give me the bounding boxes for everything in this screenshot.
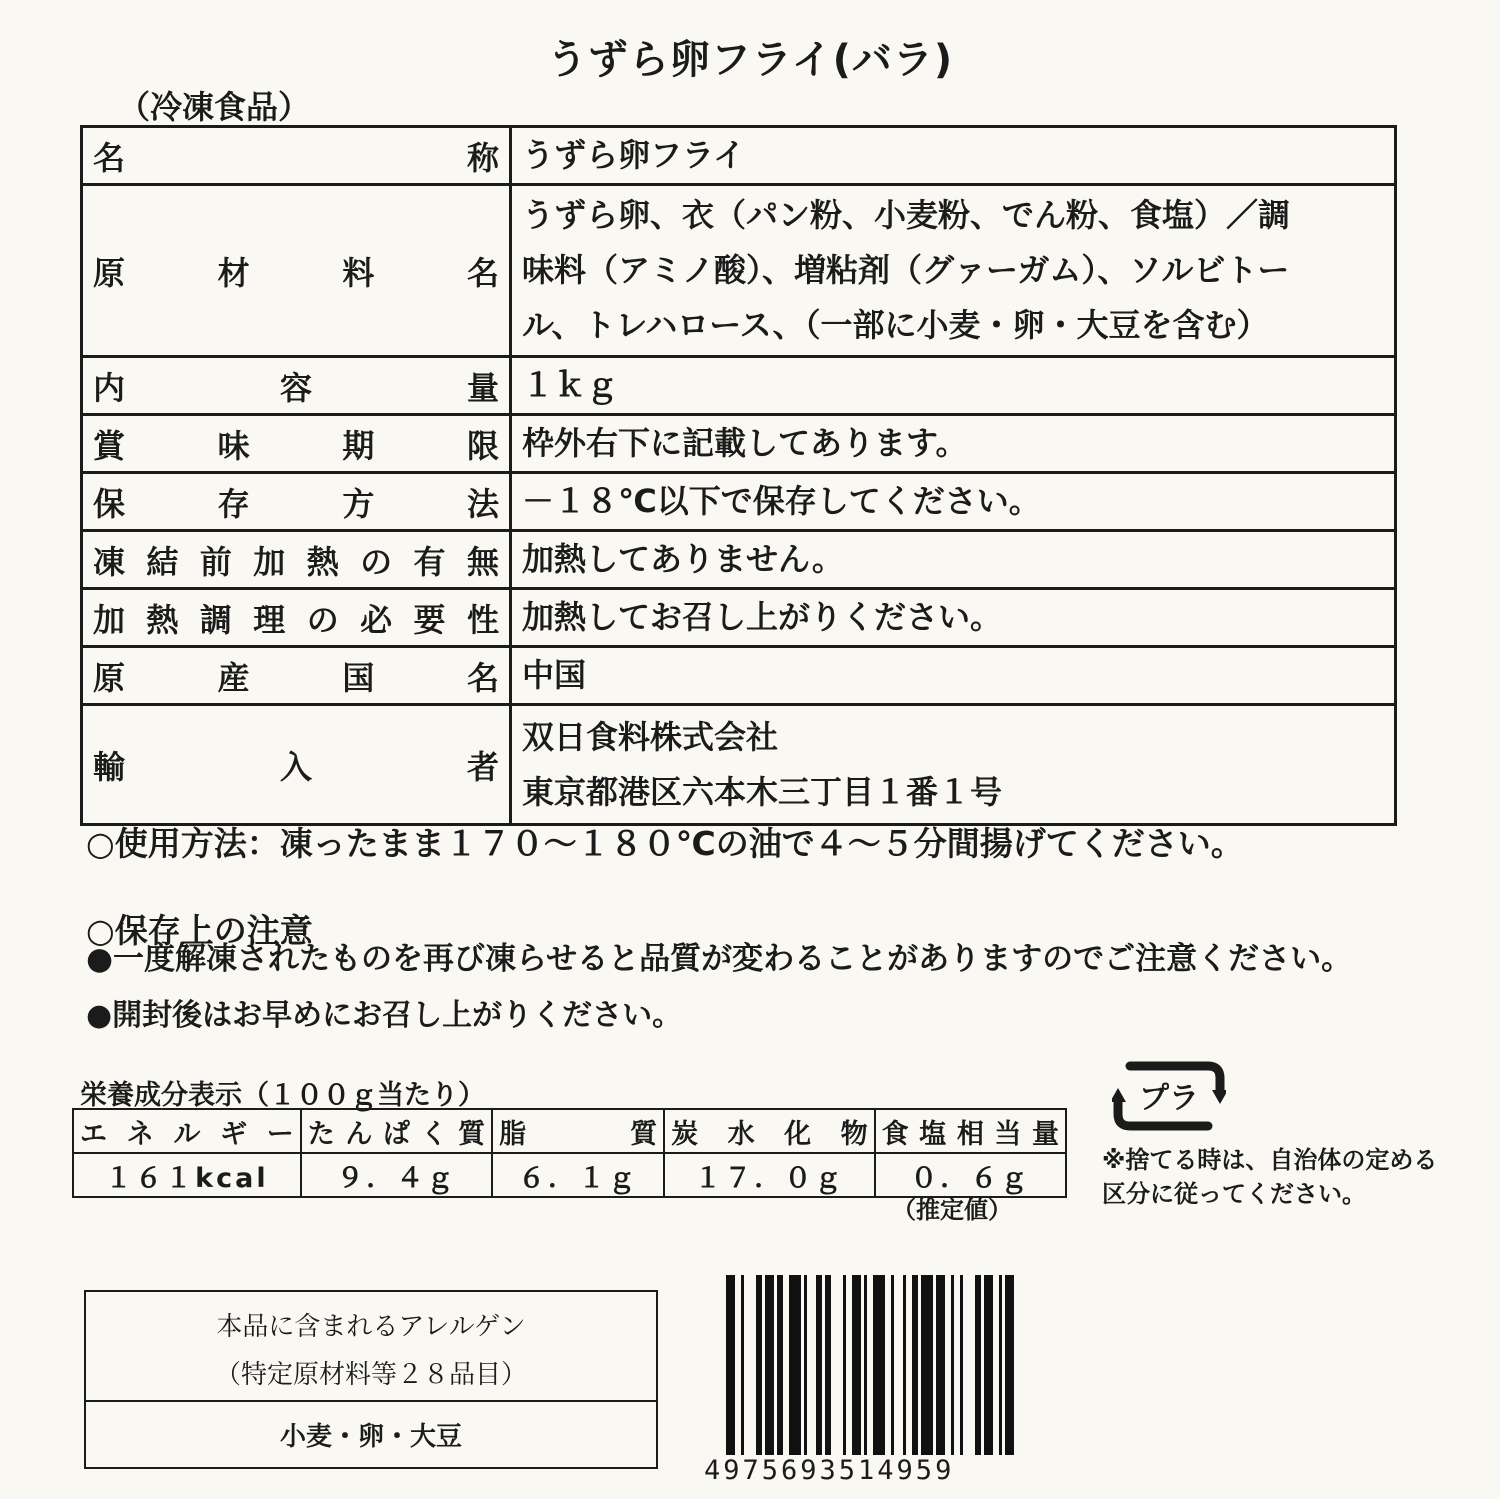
barcode-bar: [726, 1275, 735, 1455]
product-label-table: [80, 125, 1397, 826]
barcode-bar: [873, 1275, 885, 1455]
nutrition-header: 脂質: [492, 1109, 664, 1153]
label-row-quantity: [82, 357, 1396, 415]
ingredients-line: うずら卵、衣（パン粉、小麦粉、でん粉、食塩）／調: [522, 196, 1291, 234]
recycle-note: ※捨てる時は、自治体の定める区分に従ってください。: [1102, 1146, 1438, 1208]
storage-note: ●一度解凍されたものを再び凍らせると品質が変わることがありますのでご注意ください。: [86, 941, 1353, 977]
barcode-bar: [765, 1275, 774, 1455]
nutrition-header: たんぱく質: [301, 1109, 492, 1153]
nutrition-header-row: [73, 1109, 1066, 1153]
recycle-mark-text: プラ: [1139, 1081, 1199, 1116]
label-value: [511, 185, 1396, 357]
nutrition-header: エネルギー: [73, 1109, 301, 1153]
label-key: 賞味期限: [82, 415, 511, 473]
barcode-bar: [852, 1275, 861, 1455]
barcode-bar: [960, 1275, 963, 1455]
barcode-bar: [891, 1275, 894, 1455]
allergen-divider: [86, 1400, 656, 1402]
label-row-cooking-required: [82, 589, 1396, 647]
barcode-bar: [756, 1275, 762, 1455]
nutrition-value: １６１kcal: [73, 1153, 301, 1197]
allergen-heading: 本品に含まれるアレルゲン: [216, 1312, 526, 1342]
barcode-bar: [1005, 1275, 1014, 1455]
barcode-bar: [864, 1275, 867, 1455]
frozen-food-label: （冷凍食品）: [118, 88, 311, 126]
product-title: うずら卵フライ(バラ): [546, 37, 954, 83]
nutrition-value: ０．６ｇ: [875, 1153, 1066, 1197]
label-key: 加熱調理の必要性: [82, 589, 511, 647]
nutrition-header: 食塩相当量: [875, 1109, 1066, 1153]
barcode-bar: [903, 1275, 906, 1455]
barcode-bar: [843, 1275, 846, 1455]
label-row-name: [82, 127, 1396, 185]
barcode-bar: [804, 1275, 807, 1455]
label-key: 輸入者: [82, 705, 511, 825]
barcode-bar: [816, 1275, 822, 1455]
label-row-origin: [82, 647, 1396, 705]
ingredients-line: 味料（アミノ酸）、増粘剤（グァーガム）、ソルビトー: [522, 251, 1290, 289]
label-row-importer: [82, 705, 1396, 825]
label-row-ingredients: [82, 185, 1396, 357]
label-value: うずら卵フライ: [511, 127, 1396, 185]
barcode-bar: [936, 1275, 945, 1455]
importer-name: 双日食料株式会社: [522, 717, 779, 756]
label-row-preheated: [82, 531, 1396, 589]
allergen-items: 小麦・卵・大豆: [279, 1422, 462, 1452]
barcode-bar: [984, 1275, 993, 1455]
label-row-storage: [82, 473, 1396, 531]
barcode-bar: [789, 1275, 801, 1455]
barcode-bar: [741, 1275, 744, 1455]
label-value: １ｋｇ: [511, 357, 1396, 415]
nutrition-title: 栄養成分表示（１００ｇ当たり）: [80, 1080, 485, 1111]
plastic-recycle-icon: [1112, 1060, 1226, 1132]
importer-address: 東京都港区六本木三丁目１番１号: [522, 772, 1003, 811]
estimate-note: （推定値）: [892, 1196, 1012, 1224]
label-key: 名称: [82, 127, 511, 185]
storage-notes-heading: ○保存上の注意: [86, 911, 313, 950]
label-value: 加熱してありません。: [511, 531, 1396, 589]
label-value: 枠外右下に記載してあります。: [511, 415, 1396, 473]
barcode-bar: [912, 1275, 918, 1455]
nutrition-value: ９．４ｇ: [301, 1153, 492, 1197]
label-key: 凍結前加熱の有無: [82, 531, 511, 589]
label-key: 原産国名: [82, 647, 511, 705]
label-key: 保存方法: [82, 473, 511, 531]
nutrition-value: １７．０ｇ: [664, 1153, 875, 1197]
barcode-bar: [999, 1275, 1002, 1455]
allergen-subheading: （特定原材料等２８品目）: [214, 1360, 527, 1390]
label-key: 原材料名: [82, 185, 511, 357]
barcode-bar: [951, 1275, 954, 1455]
ingredients-line: ル、トレハロース、（一部に小麦・卵・大豆を含む）: [522, 306, 1269, 344]
storage-note: ●開封後はお早めにお召し上がりください。: [86, 998, 683, 1033]
label-value: [511, 705, 1396, 825]
nutrition-header: 炭水化物: [664, 1109, 875, 1153]
usage-instructions: ○使用方法：凍ったまま１７０～１８０℃の油で４～５分間揚げてください。: [86, 824, 1244, 863]
label-value: －１８℃以下で保存してください。: [511, 473, 1396, 531]
label-key: 内容量: [82, 357, 511, 415]
barcode-number: 4975693514959: [704, 1455, 955, 1486]
barcode: [722, 1275, 1047, 1463]
barcode-bar: [921, 1275, 933, 1455]
allergen-box: [84, 1290, 658, 1469]
barcode-bar: [825, 1275, 831, 1455]
barcode-bar: [975, 1275, 981, 1455]
barcode-bar: [777, 1275, 783, 1455]
nutrition-table: [72, 1108, 1067, 1198]
label-value: 加熱してお召し上がりください。: [511, 589, 1396, 647]
label-value: 中国: [511, 647, 1396, 705]
nutrition-value: ６．１ｇ: [492, 1153, 664, 1197]
label-row-best-before: [82, 415, 1396, 473]
